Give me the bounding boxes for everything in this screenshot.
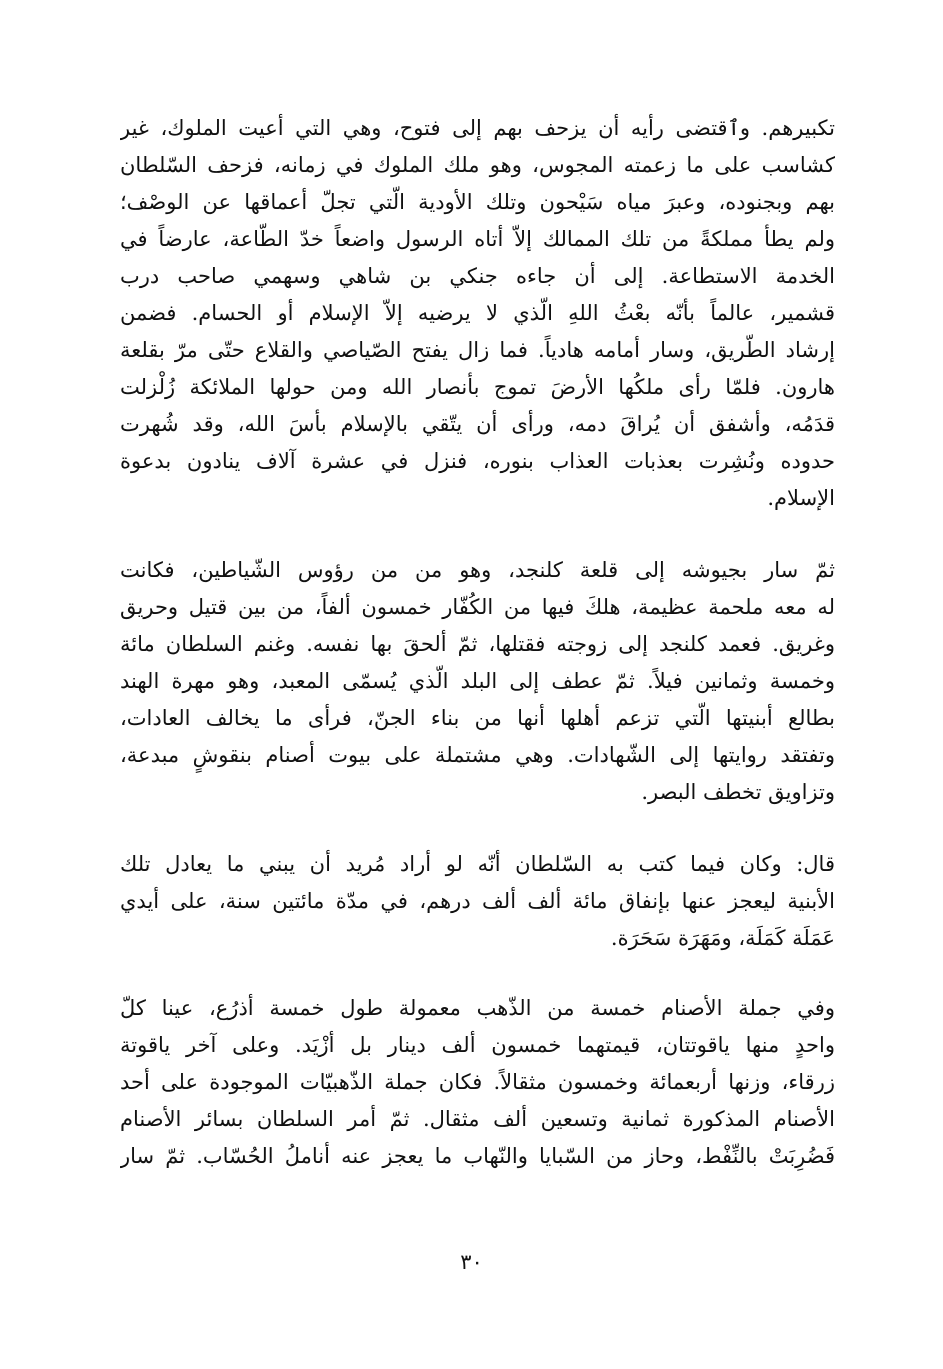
page-number: ٣٠ xyxy=(460,1250,483,1274)
text-line: له معه ملحمة عظيمة، هلكَ فيها من الكُفّار خمسون ألفاً، من بين قتيل وحريق xyxy=(120,595,835,619)
text-line: الإسلام. xyxy=(767,486,835,510)
text-line: وفي جملة الأصنام خمسة من الذّهب معمولة طول خمسة أذرُع، عينا كلّ xyxy=(120,996,835,1020)
text-line: كشاسب على ما زعمته المجوس، وهو ملك الملوك في زمانه، فزحف السّلطان xyxy=(120,153,835,177)
paragraph-gap xyxy=(120,957,835,990)
text-line: وغريق. فعمد كلنجد إلى زوجته فقتلها، ثمّ ألحقَ بها نفسه. وغنم السلطان مائة xyxy=(120,632,835,656)
text-line: قال: وكان فيما كتب به السّلطان أنّه لو أراد مُريد أن يبني ما يعادل تلك xyxy=(120,852,835,876)
text-line: واحدٍ منها ياقوتتان، قيمتهما خمسون ألف دينار بل أزْيَد. وعلى آخر ياقوتة xyxy=(120,1033,835,1057)
paragraph-1 xyxy=(120,110,835,517)
text-line: فَضُرِبَتْ بالنِّفْط، وحاز من السّبايا والنّهاب ما يعجز عنه أناملُ الحُسّاب. ثمّ سار xyxy=(120,1144,835,1168)
text-line: قشمير، عالماً بأنّه بعْثُ اللهِ الّذي لا يرضيه إلاّ الإسلام أو الحسام. فضمن xyxy=(120,301,835,325)
text-line: ثمّ سار بجيوشه إلى قلعة كلنجد، وهو من من رؤوس الشّياطين، فكانت xyxy=(120,558,835,582)
text-line: عَمَلَة كَمَلَة، ومَهَرَة سَحَرَة. xyxy=(610,926,835,950)
text-line: بهم وبجنوده، وعبرَ مياه سَيْحون وتلك الأودية الّتي تجلّ أعماقها عن الوصْف؛ xyxy=(120,190,835,214)
paragraph-4 xyxy=(120,990,835,1175)
text-line: حدوده ونُشِرت بعذبات العذاب بنوره، فنزل في عشرة آلاف ينادون بدعوة xyxy=(120,449,835,473)
paragraph-3 xyxy=(120,846,835,957)
text-line: الأصنام المذكورة ثمانية وتسعين ألف مثقال. ثمّ أمر السلطان بسائر الأصنام xyxy=(120,1107,835,1131)
page-body xyxy=(120,110,835,1175)
paragraph-gap xyxy=(120,517,835,552)
paragraph-gap xyxy=(120,811,835,846)
text-line: قدَمُه، وأشفق أن يُراقَ دمه، ورأى أن يتّقي بالإسلام بأسَ الله، وقد شُهرت xyxy=(120,412,835,436)
text-line: بطالع أبنيتها الّتي تزعم أهلها أنها من بناء الجنّ، فرأى ما يخالف العادات، xyxy=(120,706,835,730)
text-line: وتزاويق تخطف البصر. xyxy=(641,780,835,804)
text-line: وتفتقد روايتها إلى الشّهادات. وهي مشتملة على بيوت أصنام بنقوشٍ مبدعة، xyxy=(120,743,835,767)
text-line: زرقاء، وزنها أربعمائة وخمسون مثقالاً. فكان جملة الذّهبيّات الموجودة على أحد xyxy=(120,1070,835,1094)
text-line: ولم يطأ مملكةً من تلك الممالك إلاّ أتاه الرسول واضعاً خدّ الطّاعة، عارضاً في xyxy=(120,227,835,251)
text-line: الأبنية ليعجز عنها بإنفاق مائة ألف ألف درهم، في مدّة مائتين سنة، على أيدي xyxy=(120,889,835,913)
text-line: الخدمة الاستطاعة. إلى أن جاءه جنكي بن شاهي وسهمي صاحب درب xyxy=(120,264,835,288)
text-line: وخمسة وثمانين فيلاً. ثمّ عطف إلى البلد الّذي يُسمّى المعبد، وهو مهرة الهند xyxy=(120,669,835,693)
text-line: تكبيرهم. وٱقتضى رأيه أن يزحف بهم إلى فتوح، وهي التي أعيت الملوك، غير xyxy=(120,116,835,140)
text-line: إرشاد الطّريق، وسار أمامه هادياً. فما زال يفتح الصّياصي والقلاع حتّى مرّ بقلعة xyxy=(120,338,835,362)
text-line: هارون. فلمّا رأى ملكُها الأرضَ تموج بأنصار الله ومن حولها الملائكة زُلْزلت xyxy=(120,375,835,399)
paragraph-2 xyxy=(120,552,835,811)
